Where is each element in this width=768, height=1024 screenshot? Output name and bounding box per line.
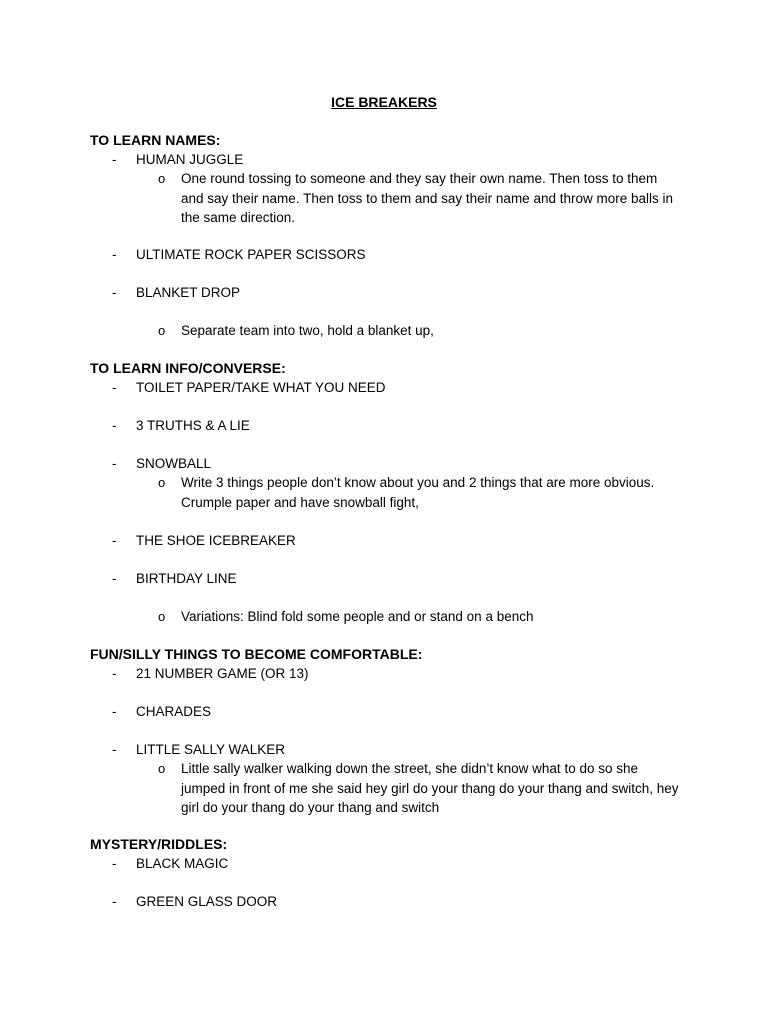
list-item-label: CHARADES: [136, 704, 212, 719]
sub-item-text: Write 3 things people don’t know about you and 2 things that are more obvious. Crumple paper and have snowball fight,: [181, 475, 655, 510]
list-item-label: BIRTHDAY LINE: [136, 571, 237, 586]
list-item-label: BLANKET DROP: [136, 285, 241, 300]
dash-marker: -: [112, 856, 117, 871]
bullet-marker: o: [158, 323, 166, 338]
sub-item-text: Little sally walker walking down the street, she didn’t know what to do so she jumped in front of me she said hey girl do your thang do your thang and switch, hey girl do your thang do your thang and switch: [181, 761, 679, 815]
list-item-label: GREEN GLASS DOOR: [136, 894, 278, 909]
bullet-marker: o: [158, 609, 166, 624]
list-item-label: TOILET PAPER/TAKE WHAT YOU NEED: [136, 380, 386, 395]
list-item-label: 3 TRUTHS & A LIE: [136, 418, 250, 433]
list-item-label: SNOWBALL: [136, 456, 212, 471]
dash-marker: -: [112, 285, 117, 300]
dash-marker: -: [112, 456, 117, 471]
dash-marker: -: [112, 666, 117, 681]
bullet-marker: o: [158, 475, 166, 490]
sub-item-text: One round tossing to someone and they say their own name. Then toss to them and say their name. Then toss to them and say their name and throw more balls in the same direction.: [181, 171, 674, 225]
section-heading-mystery-riddles: MYSTERY/RIDDLES:: [90, 836, 228, 852]
dash-marker: -: [112, 533, 117, 548]
list-item-label: HUMAN JUGGLE: [136, 152, 244, 167]
dash-marker: -: [112, 571, 117, 586]
dash-marker: -: [112, 742, 117, 757]
list-item-label: ULTIMATE ROCK PAPER SCISSORS: [136, 247, 366, 262]
dash-marker: -: [112, 704, 117, 719]
dash-marker: -: [112, 418, 117, 433]
section-heading-fun-silly: FUN/SILLY THINGS TO BECOME COMFORTABLE:: [90, 646, 423, 662]
bullet-marker: o: [158, 171, 166, 186]
dash-marker: -: [112, 152, 117, 167]
bullet-marker: o: [158, 761, 166, 776]
section-heading-learn-names: TO LEARN NAMES:: [90, 132, 221, 148]
dash-marker: -: [112, 247, 117, 262]
document-title: ICE BREAKERS: [331, 94, 437, 110]
list-item-label: 21 NUMBER GAME (OR 13): [136, 666, 309, 681]
list-item-label: THE SHOE ICEBREAKER: [136, 533, 296, 548]
sub-item-text: Variations: Blind fold some people and or stand on a bench: [181, 609, 534, 624]
section-heading-learn-info: TO LEARN INFO/CONVERSE:: [90, 360, 286, 376]
sub-item-text: Separate team into two, hold a blanket up,: [181, 323, 434, 338]
dash-marker: -: [112, 894, 117, 909]
list-item-label: BLACK MAGIC: [136, 856, 229, 871]
list-item-label: LITTLE SALLY WALKER: [136, 742, 286, 757]
dash-marker: -: [112, 380, 117, 395]
